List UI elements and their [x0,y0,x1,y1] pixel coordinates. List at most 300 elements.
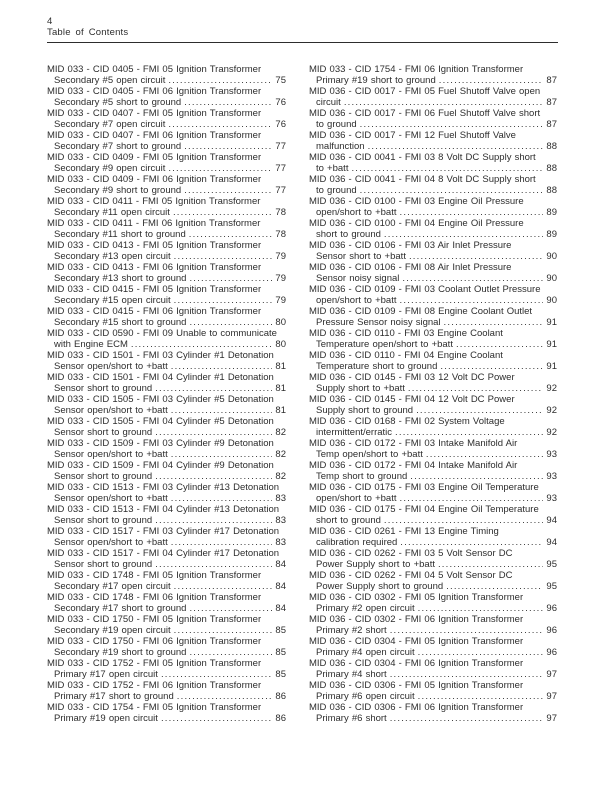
toc-entry-line1: MID 033 - CID 1754 - FMI 05 Ignition Transformer [47,702,262,713]
toc-entry-line1: MID 033 - CID 1754 - FMI 06 Ignition Transformer [309,64,524,75]
toc-entry [309,240,557,262]
toc-entry [309,262,557,284]
toc-page-ref: 75 [275,75,286,86]
toc-entry-line2 [47,75,286,86]
toc-entry [309,328,557,350]
toc-entry-line1: MID 033 - CID 0415 - FMI 05 Ignition Transformer [47,284,262,295]
toc-entry [47,108,286,130]
toc-entry [309,548,557,570]
toc-entry-line1: MID 036 - CID 0041 - FMI 03 8 Volt DC Supply short [309,152,536,163]
dot-leader [171,361,273,372]
toc-entry-line2-text: Pressure Sensor noisy signal [316,317,441,328]
toc-entry-line1: MID 033 - CID 0407 - FMI 05 Ignition Transformer [47,108,262,119]
toc-entry-line1: MID 036 - CID 0175 - FMI 04 Engine Oil Temperature [309,504,539,515]
toc-entry-line2-text: Temp open/short to +batt [316,449,423,460]
toc-entry-line2 [47,471,286,482]
toc-entry-line2-text: Sensor open/short to +batt [54,449,168,460]
toc-entry-line2-text: Sensor short to ground [54,471,153,482]
toc-entry [309,482,557,504]
toc-entry-line2 [47,537,286,548]
dot-leader [440,361,543,372]
toc-entry-line2 [309,581,557,592]
toc-entry-line2-text: Secondary #19 open circuit [54,625,171,636]
dot-leader [177,691,273,702]
toc-page-ref: 97 [546,713,557,724]
dot-leader [189,229,273,240]
toc-entry-line2-text: Power Supply short to +batt [316,559,435,570]
toc-page-ref: 93 [546,449,557,460]
toc-entry-line1: MID 036 - CID 0175 - FMI 03 Engine Oil Temperature [309,482,539,493]
toc-entry [309,394,557,416]
dot-leader [384,515,544,526]
toc-entry-line2-text: Primary #6 open circuit [316,691,415,702]
toc-page-ref: 86 [275,713,286,724]
toc-page-ref: 80 [275,317,286,328]
dot-leader [439,75,544,86]
dot-leader [410,471,543,482]
toc-entry-line2 [309,647,557,658]
toc-page-ref: 85 [275,625,286,636]
toc-page-ref: 90 [546,295,557,306]
toc-entry [309,152,557,174]
toc-entry-line1: MID 033 - CID 1513 - FMI 04 Cylinder #13 Detonation [47,504,280,515]
toc-entry-line2 [309,449,557,460]
page-header [47,16,558,43]
toc-entry-line1: MID 036 - CID 0110 - FMI 04 Engine Coolant [309,350,503,361]
dot-leader [384,229,544,240]
toc-page-ref: 81 [275,405,286,416]
toc-entry-line2-text: Supply short to ground [316,405,414,416]
toc-entry-line1: MID 036 - CID 0017 - FMI 06 Fuel Shutoff Valve short [309,108,541,119]
toc-entry [47,482,286,504]
toc-entry-line2-text: Temperature open/short to +batt [316,339,453,350]
toc-entry-line1: MID 033 - CID 1748 - FMI 05 Ignition Transformer [47,570,262,581]
toc-entry-line2 [47,493,286,504]
toc-entry-line1: MID 033 - CID 1752 - FMI 05 Ignition Transformer [47,658,262,669]
toc-page-ref: 78 [275,207,286,218]
toc-entry-line2 [47,713,286,724]
toc-page-ref: 90 [546,251,557,262]
toc-entry-line2 [47,559,286,570]
toc-entry-line2 [309,185,557,196]
dot-leader [418,647,544,658]
toc-entry [309,636,557,658]
toc-entry-line2 [47,383,286,394]
dot-leader [400,207,544,218]
toc-page-ref: 91 [546,317,557,328]
toc-entry-line2 [47,251,286,262]
toc-page-ref: 93 [546,493,557,504]
toc-entry-line1: MID 036 - CID 0168 - FMI 02 System Voltage [309,416,505,427]
toc-entry-line2-text: Primary #2 open circuit [316,603,415,614]
table-of-contents [47,64,557,724]
dot-leader [155,427,272,438]
toc-entry-line2-text: Secondary #15 short to ground [54,317,187,328]
toc-entry [47,350,286,372]
toc-entry-line1: MID 036 - CID 0100 - FMI 03 Engine Oil Pressure [309,196,524,207]
toc-entry-line1: MID 036 - CID 0110 - FMI 03 Engine Coolant [309,328,503,339]
toc-entry-line2-text: open/short to +batt [316,493,397,504]
toc-entry [47,394,286,416]
toc-page-ref: 77 [275,185,286,196]
dot-leader [174,581,273,592]
dot-leader [168,163,272,174]
toc-entry [309,702,557,724]
dot-leader [416,405,543,416]
toc-page-ref: 91 [546,361,557,372]
dot-leader [168,119,272,130]
toc-entry-line2 [47,185,286,196]
toc-entry [47,372,286,394]
toc-entry [47,680,286,702]
toc-entry-line2-text: Secondary #9 open circuit [54,163,166,174]
dot-leader [400,493,544,504]
toc-entry-line1: MID 033 - CID 0409 - FMI 06 Ignition Transformer [47,174,262,185]
toc-entry-line2 [309,97,557,108]
toc-entry-line2-text: Primary #17 open circuit [54,669,158,680]
toc-entry-line1: MID 033 - CID 0415 - FMI 06 Ignition Transformer [47,306,262,317]
toc-page-ref: 95 [546,559,557,570]
toc-entry [309,504,557,526]
dot-leader [173,207,272,218]
toc-entry-line2-text: Sensor noisy signal [316,273,400,284]
toc-page-ref: 76 [275,97,286,108]
dot-leader [189,273,272,284]
dot-leader [344,97,544,108]
toc-entry [309,196,557,218]
toc-entry-line1: MID 033 - CID 1509 - FMI 03 Cylinder #9 Detonation [47,438,274,449]
toc-entry-line1: MID 033 - CID 1748 - FMI 06 Ignition Transformer [47,592,262,603]
toc-entry [47,306,286,328]
toc-entry-line2 [309,383,557,394]
toc-entry [47,86,286,108]
toc-entry-line2-text: to ground [316,119,357,130]
toc-entry [309,460,557,482]
toc-entry-line1: MID 033 - CID 0411 - FMI 05 Ignition Transformer [47,196,261,207]
toc-entry-line1: MID 036 - CID 0302 - FMI 06 Ignition Transformer [309,614,524,625]
toc-page-ref: 88 [546,163,557,174]
toc-entry-line2-text: calibration required [316,537,398,548]
toc-entry-line2 [309,75,557,86]
dot-leader [174,625,273,636]
toc-entry-line2 [47,647,286,658]
toc-entry [47,196,286,218]
toc-page-ref: 91 [546,339,557,350]
toc-entry-line1: MID 033 - CID 1501 - FMI 03 Cylinder #1 Detonation [47,350,274,361]
dot-leader [189,317,272,328]
toc-entry [309,372,557,394]
toc-entry-line2 [309,251,557,262]
toc-entry-line2-text: Sensor short to ground [54,559,153,570]
toc-page-ref: 82 [275,471,286,482]
toc-entry-line2 [309,119,557,130]
toc-entry-line2 [309,229,557,240]
toc-entry [47,130,286,152]
dot-leader [360,119,544,130]
toc-entry-line2 [47,273,286,284]
toc-entry-line2-text: to +batt [316,163,349,174]
toc-column-right [309,64,557,724]
toc-entry-line2-text: Sensor short to ground [54,427,153,438]
toc-entry-line2 [309,405,557,416]
toc-entry [47,262,286,284]
toc-entry-line1: MID 036 - CID 0304 - FMI 05 Ignition Transformer [309,636,524,647]
dot-leader [155,515,272,526]
toc-entry-line2-text: Secondary #13 short to ground [54,273,187,284]
toc-entry [47,328,286,350]
dot-leader [444,317,544,328]
toc-page-ref: 97 [546,691,557,702]
dot-leader [155,559,272,570]
toc-entry-line2 [47,361,286,372]
toc-entry-line1: MID 033 - CID 1517 - FMI 03 Cylinder #17 Detonation [47,526,280,537]
toc-entry-line2 [47,339,286,350]
toc-page-ref: 83 [275,537,286,548]
toc-entry [309,658,557,680]
toc-entry-line2 [309,295,557,306]
toc-entry-line2 [47,515,286,526]
dot-leader [184,97,272,108]
toc-entry-line1: MID 036 - CID 0109 - FMI 03 Coolant Outlet Pressure [309,284,541,295]
dot-leader [418,691,544,702]
toc-entry-line1: MID 033 - CID 1513 - FMI 03 Cylinder #13 Detonation [47,482,280,493]
toc-entry-line2-text: Secondary #13 open circuit [54,251,171,262]
toc-page-ref: 80 [275,339,286,350]
toc-entry-line2-text: Sensor open/short to +batt [54,537,168,548]
toc-entry-line2-text: Power Supply short to ground [316,581,444,592]
dot-leader [174,251,273,262]
toc-entry [309,526,557,548]
toc-page-ref: 86 [275,691,286,702]
toc-entry-line2 [309,141,557,152]
toc-entry-line2-text: Primary #2 short [316,625,387,636]
toc-entry-line2 [47,97,286,108]
toc-entry-line2 [309,559,557,570]
toc-entry-line2-text: malfunction [316,141,365,152]
toc-entry-line2 [47,119,286,130]
toc-page-ref: 79 [275,273,286,284]
dot-leader [171,537,273,548]
toc-page-ref: 77 [275,163,286,174]
toc-entry-line1: MID 036 - CID 0145 - FMI 04 12 Volt DC Power [309,394,515,405]
dot-leader [189,603,272,614]
dot-leader [189,647,272,658]
toc-entry [309,86,557,108]
toc-page-ref: 92 [546,405,557,416]
toc-entry-line2 [309,669,557,680]
toc-entry [47,526,286,548]
toc-entry-line1: MID 033 - CID 0409 - FMI 05 Ignition Transformer [47,152,262,163]
toc-entry-line1: MID 036 - CID 0145 - FMI 03 12 Volt DC Power [309,372,515,383]
toc-entry [309,218,557,240]
toc-entry [47,658,286,680]
dot-leader [171,449,273,460]
toc-entry [47,548,286,570]
toc-entry-line2-text: Secondary #7 short to ground [54,141,182,152]
toc-entry-line1: MID 033 - CID 1509 - FMI 04 Cylinder #9 Detonation [47,460,274,471]
toc-entry-line2-text: Sensor short to ground [54,383,153,394]
toc-column-left [47,64,286,724]
toc-entry-line2 [309,273,557,284]
toc-entry [47,64,286,86]
toc-entry-line2-text: Supply short to +batt [316,383,405,394]
toc-entry [309,438,557,460]
toc-entry-line2 [47,581,286,592]
dot-leader [446,581,543,592]
toc-entry-line2-text: intermittent/erratic [316,427,393,438]
toc-entry [309,284,557,306]
toc-entry-line2-text: Secondary #15 open circuit [54,295,171,306]
toc-entry-line2 [47,163,286,174]
toc-page-ref: 88 [546,185,557,196]
toc-entry-line1: MID 036 - CID 0017 - FMI 12 Fuel Shutoff Valve [309,130,516,141]
dot-leader [161,713,272,724]
page-number: 4 [47,16,53,27]
toc-entry-line1: MID 036 - CID 0109 - FMI 08 Engine Coolant Outlet [309,306,533,317]
dot-leader [155,471,272,482]
toc-entry-line2-text: Secondary #5 open circuit [54,75,166,86]
toc-page-ref: 85 [275,669,286,680]
toc-page-ref: 90 [546,273,557,284]
toc-page-ref: 95 [546,581,557,592]
toc-page-ref: 84 [275,559,286,570]
toc-page-ref: 89 [546,229,557,240]
toc-page-ref: 81 [275,383,286,394]
toc-entry-line2-text: open/short to +batt [316,295,397,306]
toc-entry-line2-text: with Engine ECM [54,339,128,350]
toc-page-ref: 87 [546,119,557,130]
toc-entry-line1: MID 036 - CID 0106 - FMI 03 Air Inlet Pressure [309,240,512,251]
toc-entry-line2 [47,141,286,152]
dot-leader [351,163,543,174]
dot-leader [390,625,544,636]
toc-entry-line1: MID 036 - CID 0041 - FMI 04 8 Volt DC Supply short [309,174,536,185]
dot-leader [426,449,544,460]
toc-page-ref: 76 [275,119,286,130]
toc-entry-line1: MID 033 - CID 1505 - FMI 03 Cylinder #5 Detonation [47,394,274,405]
toc-entry-line2-text: Secondary #11 open circuit [54,207,170,218]
toc-entry [47,152,286,174]
toc-entry-line2-text: Temperature short to ground [316,361,438,372]
toc-entry-line1: MID 036 - CID 0172 - FMI 04 Intake Manifold Air [309,460,518,471]
toc-entry [47,636,286,658]
toc-entry-line2 [47,317,286,328]
toc-entry [47,438,286,460]
toc-entry-line1: MID 033 - CID 1752 - FMI 06 Ignition Transformer [47,680,262,691]
toc-entry [309,614,557,636]
toc-entry-line2 [309,625,557,636]
toc-entry-line2-text: Secondary #7 open circuit [54,119,166,130]
toc-entry [47,240,286,262]
toc-entry-line2 [309,207,557,218]
dot-leader [390,713,544,724]
toc-entry [309,416,557,438]
toc-entry-line2 [309,537,557,548]
toc-entry-line2-text: open/short to +batt [316,207,397,218]
dot-leader [408,383,544,394]
toc-page-ref: 97 [546,669,557,680]
toc-page-ref: 88 [546,141,557,152]
toc-entry-line1: MID 033 - CID 1505 - FMI 04 Cylinder #5 Detonation [47,416,274,427]
toc-entry [47,218,286,240]
toc-page-ref: 81 [275,361,286,372]
dot-leader [161,669,272,680]
toc-page-ref: 82 [275,427,286,438]
toc-entry-line2-text: Secondary #11 short to ground [54,229,186,240]
dot-leader [402,273,543,284]
toc-entry-line1: MID 036 - CID 0262 - FMI 03 5 Volt Sensor DC [309,548,513,559]
dot-leader [184,185,272,196]
toc-entry-line2-text: Primary #17 short to ground [54,691,174,702]
toc-entry-line2-text: Secondary #17 open circuit [54,581,171,592]
toc-entry-line2 [309,427,557,438]
toc-entry-line2 [309,163,557,174]
toc-page-ref: 92 [546,383,557,394]
toc-entry-line2-text: circuit [316,97,341,108]
toc-page-ref: 83 [275,515,286,526]
toc-entry-line1: MID 036 - CID 0261 - FMI 13 Engine Timing [309,526,499,537]
toc-entry-line2 [309,603,557,614]
toc-entry-line2 [309,361,557,372]
toc-entry-line2 [47,625,286,636]
toc-page-ref: 79 [275,251,286,262]
toc-entry-line2 [309,713,557,724]
toc-entry-line2 [309,317,557,328]
toc-entry-line2-text: Primary #6 short [316,713,387,724]
toc-entry [309,130,557,152]
toc-page-ref: 85 [275,647,286,658]
toc-page-ref: 87 [546,97,557,108]
page-title: Table of Contents [47,27,129,38]
toc-entry-line1: MID 036 - CID 0306 - FMI 05 Ignition Transformer [309,680,524,691]
toc-entry [309,174,557,196]
dot-leader [400,537,543,548]
toc-entry-line1: MID 033 - CID 0405 - FMI 06 Ignition Transformer [47,86,262,97]
dot-leader [171,405,273,416]
toc-page-ref: 79 [275,295,286,306]
toc-entry-line2 [47,207,286,218]
toc-entry-line2 [47,229,286,240]
dot-leader [155,383,272,394]
toc-entry-line2 [47,449,286,460]
toc-entry [309,680,557,702]
toc-page-ref: 89 [546,207,557,218]
toc-page-ref: 96 [546,647,557,658]
toc-entry-line1: MID 033 - CID 0405 - FMI 05 Ignition Transformer [47,64,262,75]
toc-entry-line2-text: Primary #4 open circuit [316,647,415,658]
toc-entry-line1: MID 033 - CID 1501 - FMI 04 Cylinder #1 Detonation [47,372,274,383]
toc-entry-line2 [309,515,557,526]
toc-entry-line2-text: Sensor short to +batt [316,251,406,262]
toc-entry-line2-text: Sensor short to ground [54,515,153,526]
toc-entry [309,592,557,614]
toc-entry-line1: MID 036 - CID 0100 - FMI 04 Engine Oil Pressure [309,218,524,229]
toc-entry-line1: MID 033 - CID 0407 - FMI 06 Ignition Transformer [47,130,262,141]
toc-entry-line1: MID 036 - CID 0106 - FMI 08 Air Inlet Pressure [309,262,512,273]
dot-leader [184,141,272,152]
toc-entry-line2-text: to ground [316,185,357,196]
toc-entry-line2-text: short to ground [316,515,381,526]
toc-entry-line2 [47,691,286,702]
toc-entry [309,64,557,86]
toc-entry-line2-text: Primary #19 short to ground [316,75,436,86]
toc-entry-line2-text: Secondary #19 short to ground [54,647,187,658]
toc-entry-line2-text: Sensor open/short to +batt [54,493,168,504]
toc-entry-line1: MID 036 - CID 0172 - FMI 03 Intake Manifold Air [309,438,518,449]
toc-entry-line2-text: Primary #4 short [316,669,387,680]
dot-leader [418,603,544,614]
toc-page-ref: 96 [546,603,557,614]
